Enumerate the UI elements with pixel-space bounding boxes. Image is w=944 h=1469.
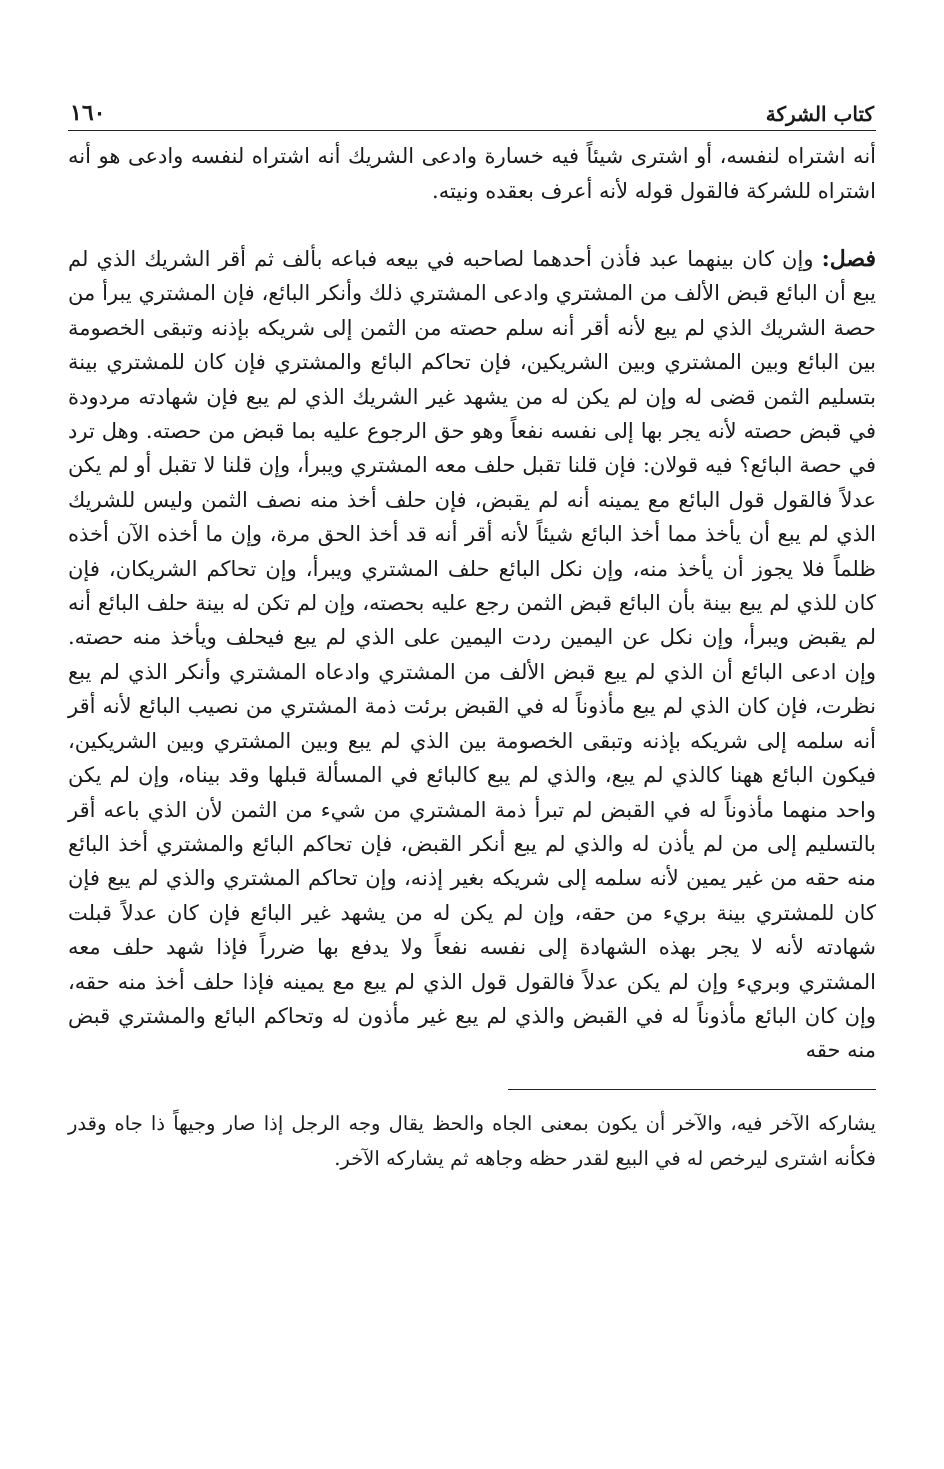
book-page [68,88,876,1195]
section-heading: فصل: [821,246,876,272]
section-paragraph [68,242,876,1068]
running-header [68,88,876,131]
intro-paragraph: أنه اشتراه لنفسه، أو اشترى شيئاً فيه خسارة وادعى الشريك أنه اشتراه لنفسه وادعى هو أنه اشتراه للشركة فالقول قوله لأنه أعرف بعقده ونيته. [68,144,876,203]
chapter-title: كتاب الشركة [765,102,874,126]
page-number: ١٦٠ [70,100,106,126]
footnote: يشاركه الآخر فيه، والآخر أن يكون بمعنى الجاه والحظ يقال وجه الرجل إذا صار وجيهاً ذا جاه وقدر فكأنه اشترى ليرخص له في البيع لقدر حظه وجاهه ثم يشاركه الآخر. [68,1111,876,1170]
section-body: وإن كان بينهما عبد فأذن أحدهما لصاحبه في بيعه فباعه بألف ثم أقر الشريك الذي لم يبع أن البائع قبض الألف من المشتري وادعى المشتري ذلك وأنكر البائع، فإن المشتري يبرأ من حصة الشريك الذي لم يبع لأنه أقر أنه سلم حصته من الثمن إلى شريكه بإذنه وتبقى الخصومة بين البائع وبين المشتري وبين الشريكين، فإن تحاكم البائع والمشتري فإن كان للمشتري بينة بتسليم الثمن قضى له وإن لم يكن له من يشهد غير الشريك الذي لم يبع فإن شهادته مردودة في قبض حصته لأنه يجر بها إلى نفسه نفعاً وهو حق الرجوع عليه بما قبض من حصته. وهل ترد في حصة البائع؟ فيه قولان: فإن قلنا تقبل حلف معه المشتري ويبرأ، وإن قلنا لا تقبل أو لم يكن عدلاً فالقول قول البائع مع يمينه أنه لم يقبض، فإن حلف أخذ منه نصف الثمن وليس للشريك الذي لم يبع أن يأخذ مما أخذ البائع شيئاً لأنه أقر أنه قد أخذ الحق مرة، وإن ما أخذه الآن أخذه ظلماً فلا يجوز أن يأخذ منه، وإن نكل البائع حلف المشتري ويبرأ، وإن تحاكم الشريكان، فإن كان للذي لم يبع بينة بأن البائع قبض الثمن رجع عليه بحصته، وإن لم تكن له بينة حلف البائع أنه لم يقبض ويبرأ، وإن نكل عن اليمين ردت اليمين على الذي لم يبع فيحلف ويأخذ منه حصته. وإن ادعى البائع أن الذي لم يبع قبض الألف من المشتري وادعاه المشتري وأنكر الذي لم يبع نظرت، فإن كان الذي لم يبع مأذوناً له في القبض برئت ذمة المشتري من نصيب البائع لأنه أقر أنه سلمه إلى شريكه بإذنه وتبقى الخصومة بين الذي لم يبع وبين المشتري وبين الشريكين، فيكون البائع ههنا كالذي لم يبع، والذي لم يبع كالبائع في المسألة قبلها وقد بيناه، وإن لم يكن واحد منهما مأذوناً له في القبض لم تبرأ ذمة المشتري من شيء من الثمن لأن الذي باعه أقر بالتسليم إلى من لم يأذن له والذي لم يبع أنكر القبض، فإن تحاكم البائع والمشتري أخذ البائع منه حقه من غير يمين لأنه سلمه إلى شريكه بغير إذنه، وإن تحاكم المشتري والذي لم يبع فإن كان للمشتري بينة بريء من حقه، وإن لم يكن له من يشهد غير البائع فإن كان عدلاً قبلت شهادته لأنه لا يجر بهذه الشهادة إلى نفسه نفعاً ولا يدفع بها ضرراً فإذا شهد حلف معه المشتري وبريء وإن لم يكن عدلاً فالقول قول الذي لم يبع مع يمينه فإذا حلف أخذ منه حقه، وإن كان البائع مأذوناً له في القبض والذي لم يبع غير مأذون له وتحاكم البائع والمشتري قبض منه حقه [68,247,876,1063]
footnote-divider [508,1089,876,1090]
